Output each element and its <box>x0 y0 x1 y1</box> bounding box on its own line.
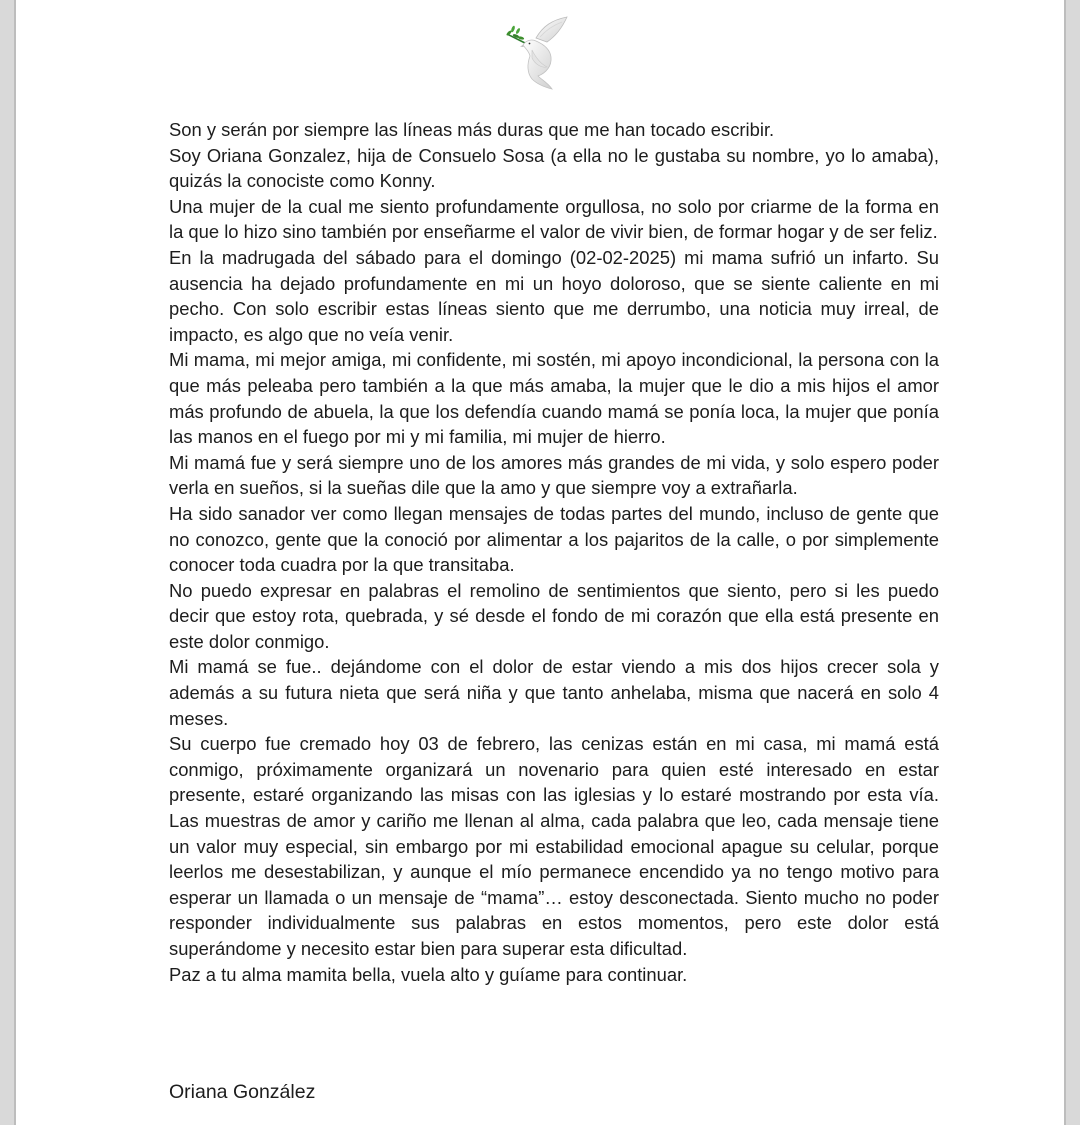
letter-paragraph: Mi mamá fue y será siempre uno de los amores más grandes de mi vida, y solo espero poder verla en sueños, si la sueñas dile que la amo y que siempre voy a extrañarla. <box>169 451 939 499</box>
letter-paragraph: Una mujer de la cual me siento profundamente orgullosa, no solo por criarme de la forma en la que lo hizo sino también por enseñarme el valor de vivir bien, de formar hogar y de ser feliz. <box>169 195 939 243</box>
letter-paragraph: Soy Oriana Gonzalez, hija de Consuelo Sosa (a ella no le gustaba su nombre, yo lo amaba), quizás la conociste como Konny. <box>169 144 939 192</box>
letter-paragraph: Su cuerpo fue cremado hoy 03 de febrero, las cenizas están en mi casa, mi mamá está conmigo, próximamente organizará un novenario para quien esté interesado en estar presente, estaré organizando las misas con las iglesias y lo estaré mostrando por esta vía. Las muestras de amor y cariño me llenan al alma, cada palabra que leo, cada mensaje tiene un valor muy especial, sin embargo por mi estabilidad emocional apague su celular, porque leerlos me desestabilizan, y aunque el mío permanece encendido ya no tengo motivo para esperar un llamada o un mensaje de “mama”… estoy desconectada. Siento mucho no poder responder individualmente sus palabras en estos momentos, pero este dolor está superándome y necesito estar bien para superar esta dificultad. <box>169 733 939 959</box>
signature: Oriana González <box>169 1081 316 1103</box>
letter-paragraph: Mi mamá se fue.. dejándome con el dolor de estar viendo a mis dos hijos crecer sola y además a su futura nieta que será niña y que tanto anhelaba, misma que nacerá en solo 4 meses. <box>169 656 939 729</box>
letter-paragraph: No puedo expresar en palabras el remolino de sentimientos que siento, pero si les puedo decir que estoy rota, quebrada, y sé desde el fondo de mi corazón que ella está presente en este dolor conmigo. <box>169 579 939 652</box>
letter-paragraph: Paz a tu alma mamita bella, vuela alto y guíame para continuar. <box>169 963 688 985</box>
letter-paragraph: En la madrugada del sábado para el domingo (02-02-2025) mi mama sufrió un infarto. Su ausencia ha dejado profundamente en mi un hoyo doloroso, que se siente caliente en mi pecho. Con solo escribir estas líneas siento que me derrumbo, una noticia muy irreal, de impacto, es algo que no veía venir. <box>169 246 939 345</box>
letter-paragraph: Son y serán por siempre las líneas más duras que me han tocado escribir. <box>169 119 775 140</box>
letter-body <box>169 117 939 987</box>
dove-with-olive-branch-icon <box>494 12 574 92</box>
letter-paragraph: Ha sido sanador ver como llegan mensajes de todas partes del mundo, incluso de gente que no conozco, gente que la conoció por alimentar a los pajaritos de la calle, o por simplemente conocer toda cuadra por la que transitaba. <box>169 502 939 576</box>
letter-paragraph: Mi mama, mi mejor amiga, mi confidente, mi sostén, mi apoyo incondicional, la persona con la que más peleaba pero también a la que más amaba, la mujer que le dio a mis hijos el amor más profundo de abuela, la que los defendía cuando mamá se ponía loca, la mujer que ponía las manos en el fuego por mi y mi familia, mi mujer de hierro. <box>169 349 939 448</box>
